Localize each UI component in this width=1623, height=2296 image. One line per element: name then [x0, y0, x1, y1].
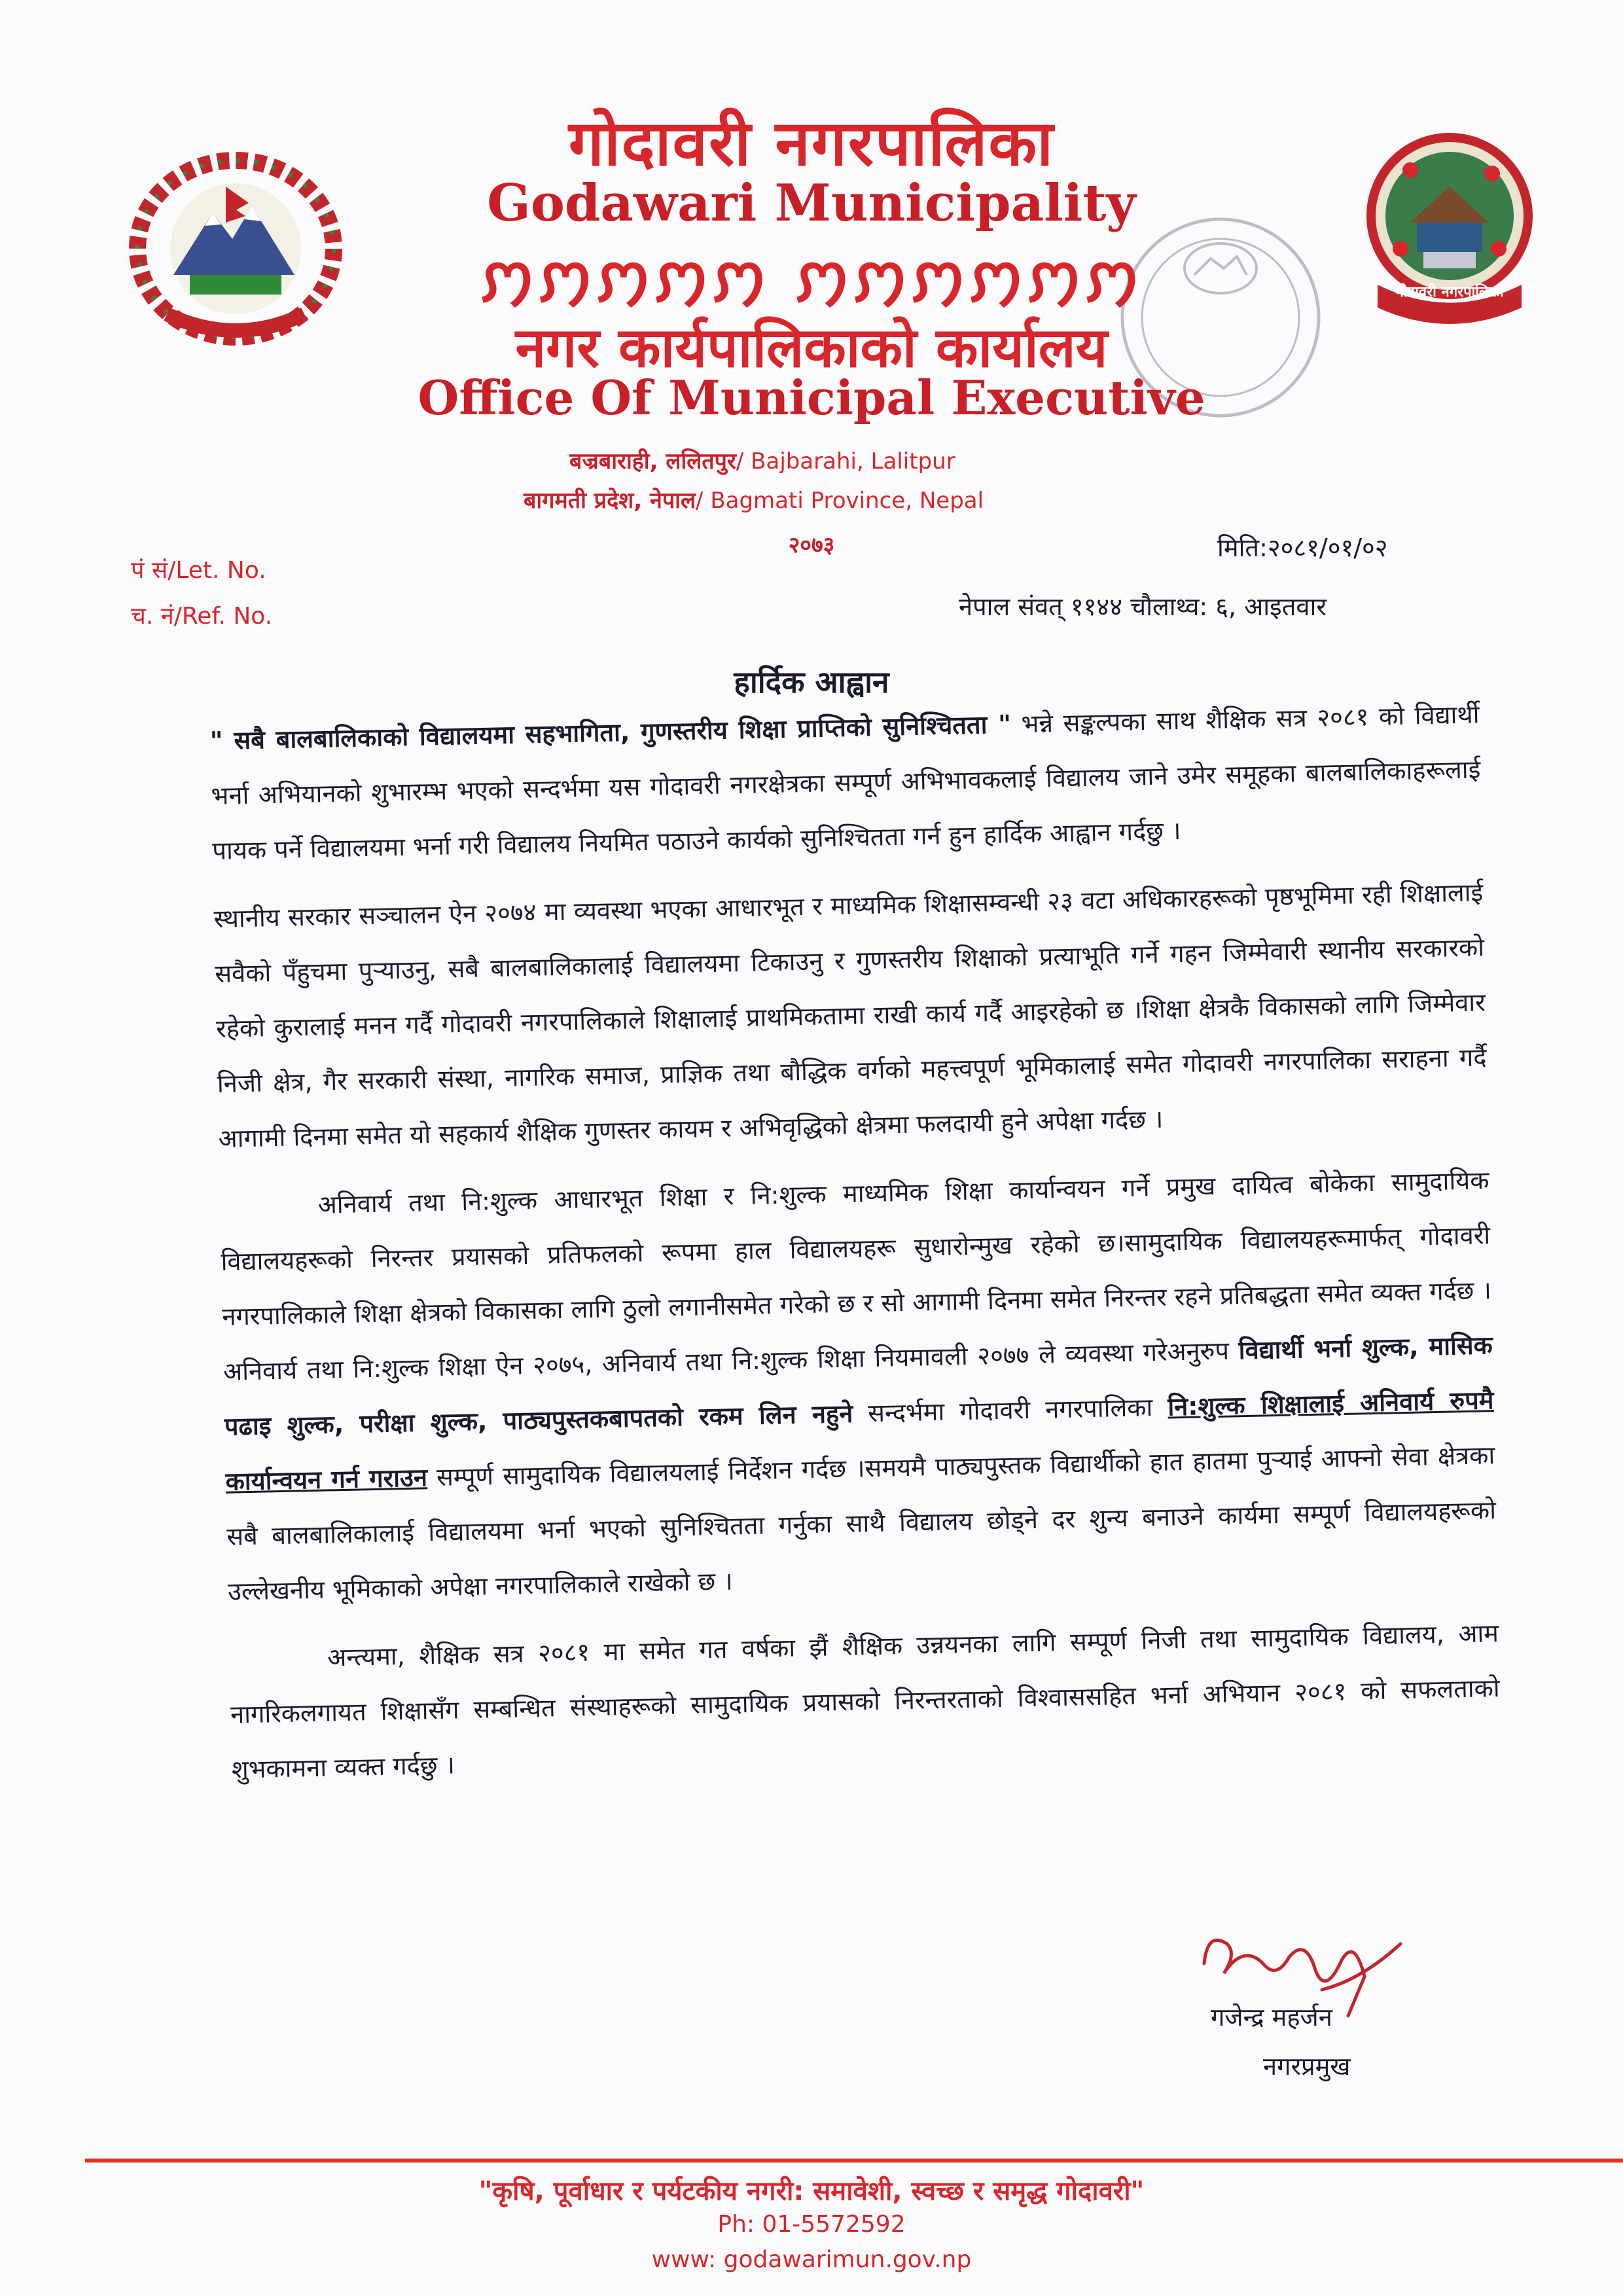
established-year: २०७३ — [788, 532, 835, 558]
address-line-2-nepali: बागमती प्रदेश, नेपाल — [524, 488, 696, 514]
municipality-logo-caption: गोदावरी नगरपालिका — [1395, 284, 1504, 300]
address-line-2-english: Bagmati Province, Nepal — [710, 488, 984, 514]
paragraph-1 — [209, 687, 1482, 878]
municipality-name-english: Godawari Municipality — [487, 173, 1136, 233]
footer-website: www: godawarimun.gov.np — [651, 2246, 972, 2273]
signatory-designation: नगरप्रमुख — [1263, 2052, 1351, 2081]
footer-slogan: "कृषि, पूर्वाधार र पर्यटकीय नगरी: समावेशी, स्वच्छ र समृद्ध गोदावरी" — [478, 2176, 1145, 2206]
office-name-english: Office Of Municipal Executive — [418, 370, 1205, 425]
address-line-2 — [524, 484, 984, 514]
letter-no-label: पं सं/Let. No. — [131, 557, 266, 584]
paragraph-3-text-b: सन्दर्भमा गोदावरी नगरपालिका — [852, 1392, 1168, 1428]
footer-divider — [85, 2159, 1623, 2162]
address-line-1-english: Bajbarahi, Lalitpur — [751, 448, 955, 475]
paragraph-3 — [219, 1153, 1498, 1619]
municipality-name-newari: ꩀꩀꩀꩀꩀ ꩀꩀꩀꩀꩀꩀ — [480, 243, 1143, 314]
paragraph-4: अन्त्यमा, शैक्षिक सत्र २०८१ मा समेत गत वर्षका झैं शैक्षिक उन्नयनका लागि सम्पूर्ण निजी तथा सामुदायिक विद्यालय, आम नागरिकलगायत शिक्षासँग सम्बन्धित संस्थाहरूको सामुदायिक प्रयासको निरन्तरताको विश्वाससहित भर्ना अभियान २०८१ को सफलताको शुभकामना व्यक्त गर्दछु । — [230, 1619, 1501, 1784]
paragraph-1-text: भन्ने सङ्कल्पका साथ शैक्षिक सत्र २०८१ को विद्यार्थी भर्ना अभियानको शुभारम्भ भएको सन्दर्भमा यस गोदावरी नगरक्षेत्रका सम्पूर्ण अभिभावकलाई विद्यालय जाने उमेर समूहका बालबालिकाहरूलाई पायक पर्ने विद्यालयमा भर्ना गरी विद्यालय नियमित पठाउने कार्यको सुनिश्चितता गर्न हुन हार्दिक आह्वान गर्दछु । — [211, 700, 1481, 865]
municipality-name-nepali: गोदावरी नगरपालिका — [568, 107, 1055, 180]
ref-no-label: च. नं/Ref. No. — [131, 603, 273, 630]
paragraph-3-text-c: सम्पूर्ण सामुदायिक विद्यालयलाई निर्देशन गर्दछ ।समयमै पाठ्यपुस्तक विद्यार्थीको हात हातमा पुऱ्याई आफ्नो सेवा क्षेत्रका सबै बालबालिकालाई विद्यालयमा भर्ना भएको सुनिश्चितता गर्नुका साथै विद्यालय छोड्ने दर शुन्य बनाउने कार्यमा सम्पूर्ण विद्यालयहरूको उल्लेखनीय भूमिकाको अपेक्षा नगरपालिकाले राखेको छ । — [226, 1441, 1497, 1606]
address-separator: / — [736, 448, 744, 475]
signatory-name: गजेन्द्र महर्जन — [1211, 2003, 1332, 2032]
footer-phone: Ph: 01-5572592 — [717, 2211, 906, 2238]
paragraph-2: स्थानीय सरकार सञ्चालन ऐन २०७४ मा व्यवस्था भएका आधारभूत र माध्यमिक शिक्षासम्वन्धी २३ वटा अधिकारहरूको पृष्ठभूमिमा रही शिक्षालाई सवैको पँहुचमा पुऱ्याउनु, सबै बालबालिकालाई विद्यालयमा टिकाउनु र गुणस्तरीय शिक्षाको प्रत्याभूति गर्ने गहन जिम्मेवारी स्थानीय सरकारको रहेको कुरालाई मनन गर्दै गोदावरी नगरपालिकाले शिक्षालाई प्राथमिकतामा राखी कार्य गर्दै आइरहेको छ ।शिक्षा क्षेत्रकै विकासको लागि जिम्मेवार निजी क्षेत्र, गैर सरकारी संस्था, नागरिक समाज, प्राज्ञिक तथा बौद्धिक वर्गको महत्त्वपूर्ण भूमिकालाई समेत गोदावरी नगरपालिका सराहना गर्दै आगामी दिनमा समेत यो सहकार्य शैक्षिक गुणस्तर कायम र अभिवृद्धिको क्षेत्रमा फलदायी हुने अपेक्षा गर्दछ । — [213, 878, 1487, 1153]
address-line-1-nepali: बज्रबाराही, ललितपुर — [569, 448, 736, 475]
fee-prohibition-text: विद्यार्थी भर्ना शुल्क, मासिक पढाइ शुल्क, परीक्षा शुल्क, पाठ्यपुस्तकबापतको रकम लिन नहुने — [224, 1331, 1493, 1441]
office-name-nepali: नगर कार्यपालिकाको कार्यालय — [515, 315, 1108, 380]
nepal-sambat-date: नेपाल संवत् ११४४ चौलाथ्व: ६, आइतवार — [959, 592, 1327, 621]
campaign-slogan-quote: " सबै बालबालिकाको विद्यालयमा सहभागिता, गुणस्तरीय शिक्षा प्राप्तिको सुनिश्चितता " — [209, 709, 1012, 755]
address-separator: / — [696, 488, 704, 514]
letter-title: हार्दिक आह्वान — [734, 664, 889, 700]
letter-date: मिति:२०८१/०१/०२ — [1217, 533, 1388, 562]
paragraph-3-text-a: अनिवार्य तथा नि:शुल्क आधारभूत शिक्षा र नि:शुल्क माध्यमिक शिक्षा कार्यान्वयन गर्ने प्रमुख दायित्व बोकेका सामुदायिक विद्यालयहरूको निरन्तर प्रयासको प्रतिफलको रूपमा हाल विद्यालयहरू सुधारोन्मुख रहेको छ।सामुदायिक विद्यालयहरूमार्फत् गोदावरी नगरपालिकाले शिक्षा क्षेत्रको विकासका लागि ठुलो लगानीसमेत गरेको छ र सो आगामी दिनमा समेत निरन्तर रहने प्रतिबद्धता समेत व्यक्त गर्दछ । अनिवार्य तथा नि:शुल्क शिक्षा ऐन २०७५, अनिवार्य तथा नि:शुल्क शिक्षा नियमावली २०७७ ले व्यवस्था गरेअनुरुप — [221, 1166, 1492, 1386]
free-education-directive: नि:शुल्क शिक्षालाई अनिवार्य रुपमै कार्यान्वयन गर्न गराउन — [225, 1386, 1494, 1496]
letter-body — [209, 687, 1502, 1810]
address-line-1 — [569, 445, 955, 475]
